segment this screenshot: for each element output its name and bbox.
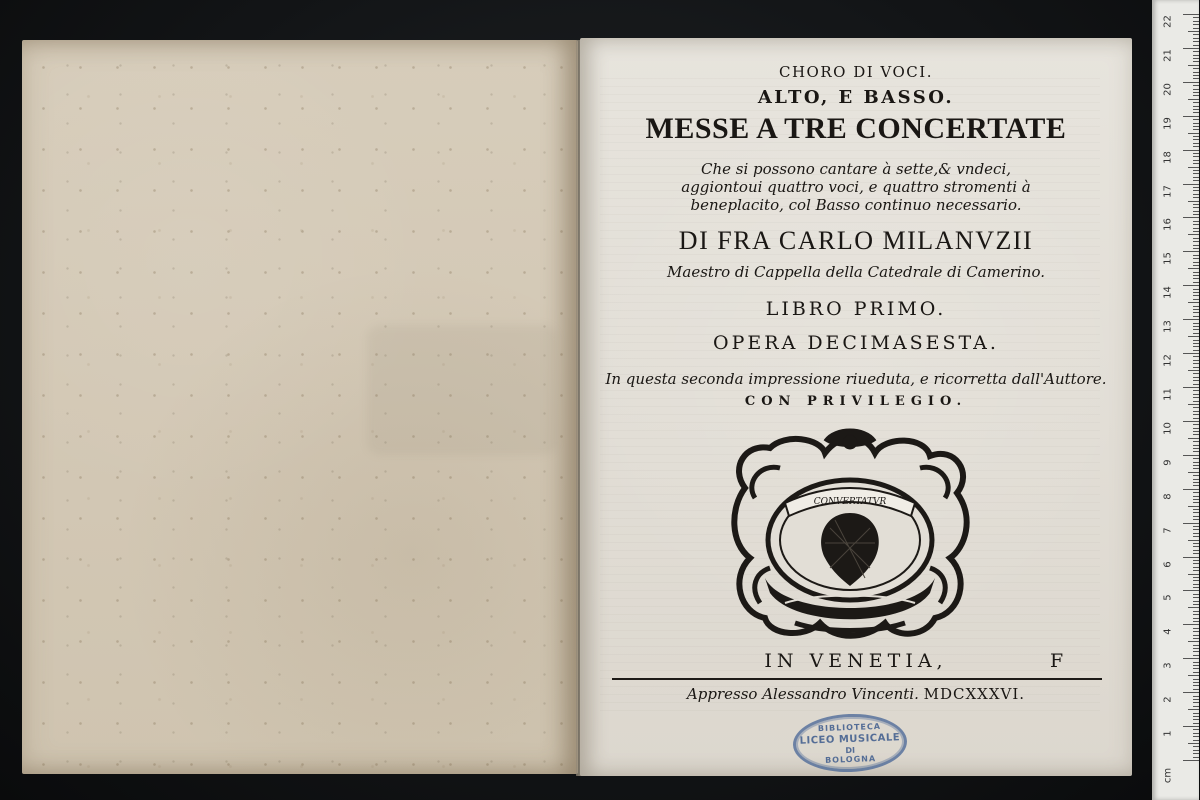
ruler-tick — [1188, 743, 1199, 744]
ruler-tick — [1193, 584, 1199, 585]
ruler-tick — [1193, 529, 1199, 530]
ruler-tick — [1193, 757, 1199, 758]
ruler-tick — [1193, 702, 1199, 703]
ruler-tick — [1193, 177, 1199, 178]
ruler-number: 21 — [1162, 49, 1174, 62]
ruler-tick — [1193, 258, 1199, 259]
ruler-tick — [1193, 448, 1199, 449]
ruler-tick — [1193, 323, 1199, 324]
ruler-tick — [1193, 173, 1199, 174]
ruler-tick — [1193, 424, 1199, 425]
ruler-tick — [1193, 614, 1199, 615]
ruler-tick — [1193, 597, 1199, 598]
ruler-tick — [1193, 75, 1199, 76]
ruler-tick — [1193, 68, 1199, 69]
ruler-tick — [1193, 414, 1199, 415]
ruler-tick — [1193, 468, 1199, 469]
measurement-ruler — [1152, 0, 1199, 800]
ruler-number: 9 — [1162, 459, 1174, 466]
ruler-tick — [1188, 234, 1199, 235]
ruler-tick — [1193, 736, 1199, 737]
title-page — [580, 38, 1132, 776]
ruler-tick — [1193, 631, 1199, 632]
ruler-tick — [1193, 377, 1199, 378]
ruler-tick — [1193, 699, 1199, 700]
ruler-tick — [1193, 482, 1199, 483]
ruler-tick — [1193, 509, 1199, 510]
ruler-tick — [1193, 190, 1199, 191]
ruler-tick — [1193, 306, 1199, 307]
ruler-tick — [1193, 21, 1199, 22]
ruler-number: 11 — [1162, 388, 1174, 401]
ruler-tick — [1183, 590, 1199, 591]
ruler-tick — [1193, 146, 1199, 147]
ruler-tick — [1193, 45, 1199, 46]
ruler-tick — [1188, 201, 1199, 202]
ruler-tick — [1193, 553, 1199, 554]
ruler-tick — [1193, 407, 1199, 408]
ruler-tick — [1193, 563, 1199, 564]
ruler-tick — [1193, 445, 1199, 446]
ruler-tick — [1193, 17, 1199, 18]
ruler-tick — [1183, 489, 1199, 490]
ruler-tick — [1193, 282, 1199, 283]
ruler-tick — [1183, 217, 1199, 218]
ruler-tick — [1193, 224, 1199, 225]
ruler-tick — [1193, 78, 1199, 79]
left-endpaper — [22, 40, 578, 774]
ruler-tick — [1193, 645, 1199, 646]
ruler-tick — [1193, 512, 1199, 513]
ruler-tick — [1183, 184, 1199, 185]
ruler-tick — [1193, 716, 1199, 717]
ruler-tick — [1193, 204, 1199, 205]
ruler-tick — [1183, 624, 1199, 625]
ruler-tick — [1188, 540, 1199, 541]
ruler-tick — [1193, 289, 1199, 290]
ruler-tick — [1193, 61, 1199, 62]
ruler-number: 1 — [1162, 730, 1174, 737]
ruler-tick — [1193, 58, 1199, 59]
ruler-tick — [1193, 672, 1199, 673]
ruler-tick — [1193, 360, 1199, 361]
ruler-tick — [1183, 726, 1199, 727]
ruler-tick — [1193, 187, 1199, 188]
opus-number: OPERA DECIMASESTA. — [713, 332, 999, 354]
ruler-tick — [1188, 438, 1199, 439]
imprint-line — [580, 685, 1132, 703]
stamp-line-1: BIBLIOTECA — [817, 721, 882, 734]
ruler-tick — [1193, 346, 1199, 347]
ruler-tick — [1193, 485, 1199, 486]
ruler-tick — [1193, 651, 1199, 652]
ruler-tick — [1193, 750, 1199, 751]
ruler-tick — [1193, 685, 1199, 686]
ruler-tick — [1193, 733, 1199, 734]
ruler-tick — [1193, 55, 1199, 56]
ruler-tick — [1193, 618, 1199, 619]
ruler-tick — [1193, 587, 1199, 588]
ruler-tick — [1183, 692, 1199, 693]
ruler-tick — [1188, 370, 1199, 371]
ruler-tick — [1193, 102, 1199, 103]
ruler-tick — [1193, 753, 1199, 754]
ruler-tick — [1193, 363, 1199, 364]
ruler-number: 16 — [1162, 218, 1174, 232]
ink-showthrough — [367, 325, 557, 455]
printers-device-emblem — [725, 428, 975, 643]
ruler-tick — [1193, 255, 1199, 256]
ruler-number: 18 — [1162, 150, 1174, 164]
ruler-tick — [1183, 760, 1199, 761]
ruler-number: 3 — [1162, 662, 1174, 669]
ruler-number: 17 — [1162, 184, 1174, 198]
ruler-tick — [1193, 350, 1199, 351]
work-description: Che si possono cantare à sette,& vndeci, aggiontoui quattro voci, e quattro stromenti à beneplacito, col Basso continuo necessario. — [681, 160, 1031, 214]
ruler-tick — [1193, 638, 1199, 639]
ruler-tick — [1193, 451, 1199, 452]
ruler-tick — [1193, 89, 1199, 90]
ruler-tick — [1188, 472, 1199, 473]
ruler-tick — [1193, 221, 1199, 222]
ruler-tick — [1193, 136, 1199, 137]
ruler-tick — [1193, 384, 1199, 385]
ruler-tick — [1193, 428, 1199, 429]
ruler-tick — [1188, 574, 1199, 575]
ruler-tick — [1193, 546, 1199, 547]
ruler-tick — [1193, 729, 1199, 730]
ruler-tick — [1193, 129, 1199, 130]
ruler-tick — [1193, 275, 1199, 276]
ruler-tick — [1193, 123, 1199, 124]
work-title: MESSE A TRE CONCERTATE — [645, 112, 1067, 145]
ruler-tick — [1188, 709, 1199, 710]
ruler-tick — [1193, 326, 1199, 327]
ruler-tick — [1193, 499, 1199, 500]
ruler-tick — [1183, 319, 1199, 320]
ruler-tick — [1193, 262, 1199, 263]
privilege-line: CON PRIVILEGIO. — [744, 394, 968, 409]
ruler-tick — [1188, 65, 1199, 66]
ruler-tick — [1193, 689, 1199, 690]
ruler-tick — [1193, 696, 1199, 697]
ruler-number: 7 — [1162, 526, 1174, 534]
ruler-tick — [1193, 611, 1199, 612]
ruler-tick — [1183, 251, 1199, 252]
ruler-tick — [1193, 211, 1199, 212]
ruler-tick — [1193, 628, 1199, 629]
ruler-tick — [1193, 397, 1199, 398]
ruler-tick — [1183, 658, 1199, 659]
ruler-tick — [1193, 299, 1199, 300]
ruler-tick — [1193, 28, 1199, 29]
ruler-tick — [1193, 655, 1199, 656]
ruler-tick — [1193, 746, 1199, 747]
stamp-line-4: BOLOGNA — [824, 754, 877, 765]
ruler-tick — [1193, 367, 1199, 368]
ruler-tick — [1193, 665, 1199, 666]
ruler-tick — [1193, 526, 1199, 527]
ruler-tick — [1193, 679, 1199, 680]
ruler-tick — [1193, 197, 1199, 198]
ruler-tick — [1193, 24, 1199, 25]
ruler-number: 5 — [1162, 594, 1174, 602]
ruler-tick — [1193, 153, 1199, 154]
ruler-number: 15 — [1162, 252, 1174, 266]
ruler-number: 8 — [1162, 493, 1174, 500]
ruler-tick — [1193, 390, 1199, 391]
imprint-rule — [612, 678, 1102, 680]
imprint-place: IN VENETIA, — [764, 650, 948, 672]
ruler-tick — [1193, 272, 1199, 273]
ruler-tick — [1183, 285, 1199, 286]
ruler-tick — [1183, 455, 1199, 456]
ruler-tick — [1193, 38, 1199, 39]
ruler-tick — [1193, 238, 1199, 239]
ruler-number: 2 — [1162, 696, 1174, 703]
ruler-tick — [1193, 740, 1199, 741]
ruler-tick — [1193, 662, 1199, 663]
ruler-tick — [1193, 241, 1199, 242]
ruler-tick — [1193, 536, 1199, 537]
ruler-tick — [1193, 516, 1199, 517]
ruler-tick — [1193, 194, 1199, 195]
imprint-year: MDCXXXVI. — [923, 685, 1026, 703]
ruler-tick — [1193, 248, 1199, 249]
ruler-tick — [1193, 316, 1199, 317]
device-motto: CONVERTATVR — [813, 497, 887, 507]
ruler-number: 19 — [1162, 116, 1174, 130]
ruler-number: 12 — [1162, 354, 1174, 367]
ruler-tick — [1193, 492, 1199, 493]
ruler-tick — [1193, 479, 1199, 480]
ruler-tick — [1183, 421, 1199, 422]
ruler-tick — [1193, 278, 1199, 279]
ruler-tick — [1193, 465, 1199, 466]
ruler-tick — [1193, 462, 1199, 463]
ruler-tick — [1183, 557, 1199, 558]
ruler-tick — [1183, 82, 1199, 83]
ruler-tick — [1193, 106, 1199, 107]
stamp-line-2: LICEO MUSICALE — [799, 732, 901, 747]
ruler-tick — [1193, 356, 1199, 357]
ruler-tick — [1193, 309, 1199, 310]
ruler-tick — [1188, 133, 1199, 134]
library-stamp — [792, 712, 908, 774]
ruler-tick — [1193, 214, 1199, 215]
ruler-tick — [1193, 621, 1199, 622]
ruler-tick — [1193, 543, 1199, 544]
ruler-number: 4 — [1162, 628, 1174, 636]
ruler-number: 13 — [1162, 320, 1174, 334]
ruler-tick — [1193, 295, 1199, 296]
composer-name: DI FRA CARLO MILANVZII — [678, 226, 1034, 255]
ruler-tick — [1193, 85, 1199, 86]
ruler-number: 14 — [1162, 286, 1174, 300]
ruler-tick — [1188, 31, 1199, 32]
ruler-tick — [1193, 343, 1199, 344]
composer-title: Maestro di Cappella della Catedrale di Camerino. — [667, 263, 1045, 281]
ruler-tick — [1193, 51, 1199, 52]
ruler-tick — [1193, 570, 1199, 571]
printer-name: Appresso Alessandro Vincenti. — [686, 685, 919, 703]
ruler-tick — [1183, 14, 1199, 15]
ruler-tick — [1193, 411, 1199, 412]
edition-note: In questa seconda impressione riueduta, e ricorretta dall'Auttore. — [605, 370, 1107, 388]
ruler-tick — [1193, 580, 1199, 581]
ruler-tick — [1188, 167, 1199, 168]
ruler-tick — [1188, 302, 1199, 303]
ruler-tick — [1193, 41, 1199, 42]
voices-line: CHORO DI VOCI. — [779, 63, 933, 81]
ruler-tick — [1193, 434, 1199, 435]
ruler-tick — [1183, 387, 1199, 388]
ruler-tick — [1193, 329, 1199, 330]
ruler-number: 6 — [1162, 560, 1174, 568]
ruler-tick — [1193, 156, 1199, 157]
ruler-tick — [1193, 34, 1199, 35]
signature-mark: F — [1050, 650, 1064, 672]
ruler-tick — [1193, 119, 1199, 120]
ruler-tick — [1193, 502, 1199, 503]
ruler-tick — [1188, 607, 1199, 608]
ruler-tick — [1193, 550, 1199, 551]
ruler-tick — [1193, 72, 1199, 73]
ruler-tick — [1193, 519, 1199, 520]
ruler-tick — [1188, 506, 1199, 507]
stamp-line-3: DI — [845, 745, 856, 756]
ruler-tick — [1193, 567, 1199, 568]
ruler-number: 20 — [1162, 82, 1174, 96]
ruler-tick — [1193, 333, 1199, 334]
ruler-tick — [1193, 723, 1199, 724]
ruler-tick — [1193, 604, 1199, 605]
ruler-tick — [1193, 719, 1199, 720]
ruler-tick — [1193, 245, 1199, 246]
ruler-tick — [1193, 265, 1199, 266]
ruler-tick — [1193, 577, 1199, 578]
ruler-tick — [1193, 312, 1199, 313]
ruler-tick — [1188, 336, 1199, 337]
ruler-tick — [1183, 523, 1199, 524]
ruler-tick — [1193, 112, 1199, 113]
ruler-tick — [1193, 648, 1199, 649]
ruler-unit: cm — [1162, 767, 1174, 784]
ruler-tick — [1183, 48, 1199, 49]
ruler-tick — [1193, 706, 1199, 707]
ruler-tick — [1193, 180, 1199, 181]
ruler-tick — [1188, 675, 1199, 676]
ruler-tick — [1193, 496, 1199, 497]
ruler-tick — [1193, 594, 1199, 595]
ruler-tick — [1193, 475, 1199, 476]
ruler-number: 10 — [1162, 422, 1174, 435]
ruler-tick — [1193, 373, 1199, 374]
ruler-tick — [1193, 401, 1199, 402]
ruler-tick — [1193, 92, 1199, 93]
ruler-tick — [1193, 601, 1199, 602]
ruler-tick — [1193, 441, 1199, 442]
ruler-tick — [1193, 560, 1199, 561]
ruler-tick — [1193, 126, 1199, 127]
ruler-tick — [1193, 228, 1199, 229]
ruler-tick — [1193, 95, 1199, 96]
ruler-tick — [1193, 682, 1199, 683]
ruler-tick — [1193, 139, 1199, 140]
ruler-tick — [1193, 292, 1199, 293]
ruler-tick — [1193, 713, 1199, 714]
ruler-tick — [1193, 163, 1199, 164]
ruler-tick — [1193, 668, 1199, 669]
ruler-tick — [1183, 353, 1199, 354]
ruler-tick — [1188, 99, 1199, 100]
ruler-tick — [1193, 380, 1199, 381]
ruler-tick — [1193, 458, 1199, 459]
ruler-tick — [1193, 431, 1199, 432]
ruler-tick — [1193, 109, 1199, 110]
ruler-tick — [1193, 170, 1199, 171]
ruler-tick — [1193, 418, 1199, 419]
ruler-tick — [1193, 533, 1199, 534]
parts-line: ALTO, E BASSO. — [757, 87, 955, 108]
ruler-tick — [1193, 340, 1199, 341]
ruler-tick — [1183, 116, 1199, 117]
ruler-tick — [1188, 641, 1199, 642]
ruler-number: 22 — [1162, 15, 1174, 28]
book-number: LIBRO PRIMO. — [765, 298, 947, 320]
ruler-tick — [1193, 160, 1199, 161]
ruler-tick — [1188, 404, 1199, 405]
ruler-tick — [1193, 394, 1199, 395]
ruler-tick — [1193, 207, 1199, 208]
ruler-tick — [1188, 268, 1199, 269]
ruler-tick — [1193, 635, 1199, 636]
ruler-tick — [1193, 143, 1199, 144]
ruler-tick — [1193, 231, 1199, 232]
ruler-tick — [1183, 150, 1199, 151]
